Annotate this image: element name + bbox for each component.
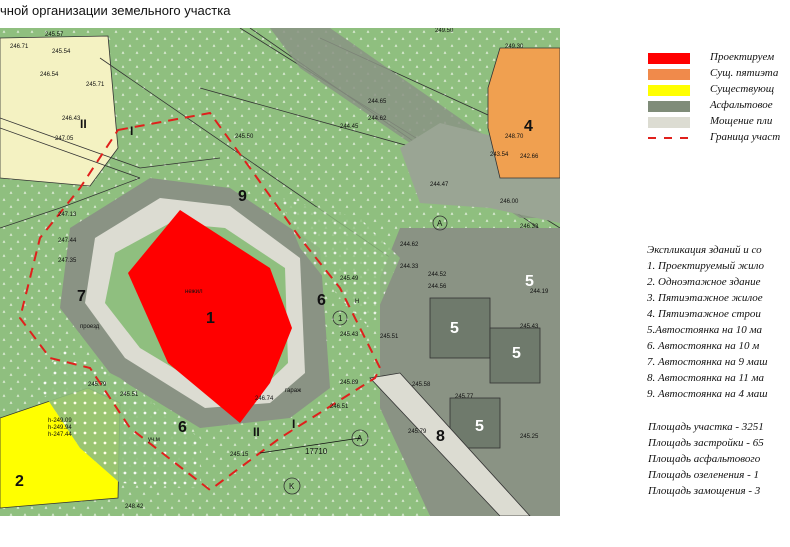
legend-swatch (648, 101, 690, 112)
label-5a: 5 (450, 320, 459, 337)
svg-text:246.00: 246.00 (500, 199, 519, 205)
svg-text:245.43: 245.43 (520, 324, 539, 330)
svg-text:244.62: 244.62 (400, 242, 419, 248)
svg-text:245.15: 245.15 (230, 452, 249, 458)
svg-text:244.56: 244.56 (428, 284, 447, 290)
explication-heading: Экспликация зданий и со (647, 244, 762, 256)
stat-line: Площадь участка - 3251 (648, 421, 764, 433)
svg-text:Н: Н (355, 299, 360, 305)
roman-i-a: I (130, 124, 134, 138)
map-title: чной организации земельного участка (0, 3, 231, 18)
svg-text:246.71: 246.71 (10, 44, 29, 50)
svg-text:247.05: 247.05 (55, 136, 74, 142)
svg-text:244.45: 244.45 (340, 124, 359, 130)
label-5c: 5 (475, 418, 484, 435)
label-6a: 6 (317, 292, 326, 309)
legend-label: Мощение пли (710, 115, 773, 127)
explication-item: 9. Автостоянка на 4 маш (647, 388, 768, 400)
label-1: 1 (206, 310, 215, 327)
label-7: 7 (77, 288, 86, 305)
svg-text:245.54: 245.54 (52, 49, 71, 55)
explication-item: 2. Одноэтажное здание (647, 276, 761, 288)
roman-ii-a: II (80, 117, 87, 131)
svg-text:245.49: 245.49 (340, 276, 359, 282)
stat-line: Площадь озеленения - 1 (648, 469, 760, 481)
legend-label: Асфальтовое (710, 99, 773, 111)
label-8: 8 (436, 428, 445, 445)
legend-swatch (648, 69, 690, 80)
svg-text:гараж: гараж (285, 388, 302, 394)
legend-item-existing (648, 84, 790, 98)
building-5a (430, 298, 490, 358)
svg-text:245.25: 245.25 (520, 434, 539, 440)
svg-text:244.65: 244.65 (368, 99, 387, 105)
explication-item: 5.Автостоянка на 10 ма (647, 324, 763, 336)
svg-text:244.33: 244.33 (400, 264, 419, 270)
circle-1: 1 (338, 314, 343, 323)
svg-text:248.70: 248.70 (505, 134, 524, 140)
svg-text:245.51: 245.51 (380, 334, 399, 340)
legend-dash-icon (648, 133, 690, 144)
svg-text:247.44: 247.44 (58, 238, 77, 244)
svg-text:246.74: 246.74 (255, 396, 274, 402)
explication-item: 7. Автостоянка на 9 маш (647, 356, 768, 368)
legend-item-paving (648, 116, 790, 130)
stat-line: Площадь асфальтового (648, 453, 761, 465)
svg-text:h-249.94: h-249.94 (48, 425, 72, 431)
svg-text:244.19: 244.19 (530, 289, 549, 295)
svg-text:245.58: 245.58 (412, 382, 431, 388)
legend-item-projected (648, 52, 790, 66)
svg-text:245.57: 245.57 (45, 32, 64, 38)
label-9: 9 (238, 188, 247, 205)
circle-a1: A (357, 434, 363, 443)
legend-item-asphalt (648, 100, 790, 114)
explication-item: 3. Пятиэтажное жилое (647, 292, 763, 304)
explication-item: 1. Проектируемый жило (647, 260, 764, 272)
svg-text:246.51: 246.51 (330, 404, 349, 410)
svg-text:246.33: 246.33 (520, 224, 539, 230)
svg-text:243.54: 243.54 (490, 152, 509, 158)
svg-text:245.43: 245.43 (340, 332, 359, 338)
yellow-building-marks (48, 418, 72, 438)
explication-item: 4. Пятиэтажное строи (647, 308, 761, 320)
legend-label: Сущ. пятиэта (710, 67, 779, 79)
legend-item-boundary (648, 132, 790, 146)
svg-text:проезд: проезд (80, 324, 100, 330)
legend-swatch (648, 117, 690, 128)
svg-text:246.43: 246.43 (62, 116, 81, 122)
svg-text:245.77: 245.77 (455, 394, 474, 400)
stat-line: Площадь замощения - 3 (648, 485, 761, 497)
svg-text:нежил: нежил (185, 289, 203, 295)
legend-label: Проектируем (710, 51, 775, 63)
label-4: 4 (524, 118, 533, 135)
legend-label: Существующ (710, 83, 775, 95)
explication-item: 8. Автостоянка на 11 ма (647, 372, 764, 384)
legend-swatch (648, 53, 690, 64)
svg-text:уч.м: уч.м (148, 437, 160, 443)
svg-text:247.35: 247.35 (58, 258, 77, 264)
svg-text:245.89: 245.89 (340, 380, 359, 386)
legend-item-existing-five (648, 68, 790, 82)
svg-text:248.42: 248.42 (125, 504, 144, 510)
svg-text:245.50: 245.50 (235, 134, 254, 140)
label-2: 2 (15, 473, 24, 490)
svg-text:246.54: 246.54 (40, 72, 59, 78)
svg-text:249.50: 249.50 (435, 28, 454, 34)
stat-line: Площадь застройки - 65 (648, 437, 764, 449)
svg-text:245.79: 245.79 (408, 429, 427, 435)
svg-text:h-247.44: h-247.44 (48, 432, 72, 438)
site-plan-map[interactable] (0, 28, 560, 516)
svg-text:245.71: 245.71 (86, 82, 105, 88)
svg-text:244.47: 244.47 (430, 182, 449, 188)
legend-label: Граница участ (710, 131, 781, 143)
legend-swatch (648, 85, 690, 96)
svg-text:242.66: 242.66 (520, 154, 539, 160)
label-5b: 5 (512, 345, 521, 362)
label-6b: 6 (178, 419, 187, 436)
circle-k: K (289, 482, 295, 491)
svg-text:h-249.09: h-249.09 (48, 418, 72, 424)
dimension-value: 17710 (305, 447, 328, 456)
svg-text:247.13: 247.13 (58, 212, 77, 218)
svg-text:245.79: 245.79 (88, 382, 107, 388)
svg-text:244.62: 244.62 (368, 116, 387, 122)
label-5d: 5 (525, 273, 534, 290)
circle-a2: A (437, 219, 443, 228)
svg-text:245.51: 245.51 (120, 392, 139, 398)
svg-text:244.52: 244.52 (428, 272, 447, 278)
roman-ii-b: II (253, 425, 260, 439)
explication-item: 6. Автостоянка на 10 м (647, 340, 760, 352)
roman-i-b: I (292, 417, 296, 431)
svg-text:249.30: 249.30 (505, 44, 524, 50)
